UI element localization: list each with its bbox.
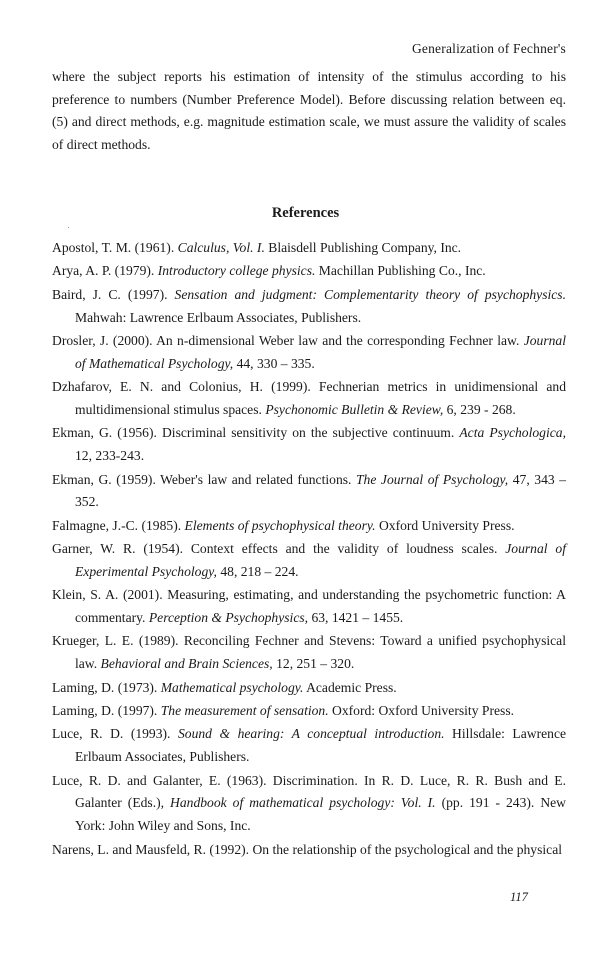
reference-text: Dzhafarov, E. N. and Colonius, H. (1999). Fechnerian metrics in unidimensional and multidimensional stimulus spaces. (52, 379, 566, 417)
reference-entry (52, 839, 566, 862)
body-paragraph: where the subject reports his estimation of intensity of the stimulus according to his preference to numbers (Number Preference Model). Before discussing relation between eq. (5) and direct methods, e.g. magnitude estimation scale, we must assure the validity of scales of direct methods. (52, 69, 566, 152)
reference-text: Krueger, L. E. (1989). Reconciling Fechner and Stevens: Toward a unified psychophysical law. (52, 633, 566, 672)
reference-entry (52, 515, 566, 538)
reference-title: Journal of Experimental Psychology, (75, 541, 566, 579)
reference-entry (52, 284, 566, 330)
reference-entry (52, 330, 566, 376)
reference-title: Acta Psychologica, (459, 425, 566, 441)
reference-entry (52, 677, 566, 700)
references-heading: References (271, 205, 340, 221)
reference-source: Machillan Publishing Co., Inc. (315, 263, 486, 279)
reference-title: Handbook of mathematical psychology: Vol. I. (170, 795, 436, 811)
reference-title: Psychonomic Bulletin & Review, (265, 401, 444, 417)
reference-title: Elements of psychophysical theory. (184, 517, 376, 533)
reference-entry (52, 584, 566, 630)
reference-entry (52, 469, 566, 515)
reference-title: Behavioral and Brain Sciences, (100, 656, 273, 672)
reference-text: Baird, J. C. (1997). (52, 286, 175, 302)
reference-text: Narens, L. and Mausfeld, R. (1992). On the relationship of the psychological and the physical (52, 841, 563, 857)
reference-entry (52, 630, 566, 676)
reference-text: Laming, D. (1997). (52, 703, 161, 719)
reference-source: 44, 330 – 335. (233, 355, 315, 371)
reference-entry (52, 700, 566, 723)
reference-source: Hillsdale: Lawrence Erlbaum Associates, Publishers. (75, 726, 567, 765)
reference-title: Perception & Psychophysics, (148, 610, 309, 626)
reference-source: 47, 343 – 352. (75, 471, 567, 510)
reference-text: Klein, S. A. (2001). Measuring, estimating, and understanding the psychometric function: A commentary. (52, 587, 566, 626)
reference-title: Introductory college physics. (157, 263, 316, 279)
page-number: 117 (510, 890, 528, 904)
reference-text: Luce, R. D. (1993). (52, 726, 178, 742)
reference-title: Sensation and judgment: Complementarity theory of psychophysics. (174, 286, 566, 302)
reference-title: Sound & hearing: A conceptual introduction. (177, 726, 445, 742)
reference-source: Blaisdell Publishing Company, Inc. (264, 240, 462, 255)
running-head: Generalization of Fechner's (411, 41, 566, 56)
reference-source: Oxford University Press. (375, 517, 515, 533)
reference-source: 12, 233-243. (75, 448, 145, 464)
references-list (52, 237, 566, 862)
reference-text: Falmagne, J.-C. (1985). (52, 517, 185, 533)
reference-text: Garner, W. R. (1954). Context effects and the validity of loudness scales. (52, 541, 506, 557)
reference-text: Arya, A. P. (1979). (52, 263, 158, 279)
reference-text: Laming, D. (1973). (52, 679, 161, 695)
reference-source: (pp. 191 - 243). New York: John Wiley and Sons, Inc. (75, 795, 566, 834)
reference-source: 48, 218 – 224. (216, 563, 299, 579)
reference-entry (52, 422, 566, 468)
reference-source: 12, 251 – 320. (272, 656, 355, 672)
reference-source: Mahwah: Lawrence Erlbaum Associates, Publishers. (75, 309, 362, 325)
reference-title: Calculus, Vol. I. (177, 240, 265, 255)
reference-source: Oxford: Oxford University Press. (328, 703, 515, 719)
reference-entry (52, 770, 566, 838)
reference-source: 6, 239 - 268. (443, 401, 516, 417)
reference-entry (52, 260, 566, 283)
reference-source: 63, 1421 – 1455. (308, 610, 404, 626)
reference-entry (52, 723, 566, 769)
reference-text: Ekman, G. (1956). Discriminal sensitivity on the subjective continuum. (52, 425, 460, 441)
reference-title: Journal of Mathematical Psychology, (75, 332, 566, 371)
reference-entry (52, 237, 566, 260)
reference-text: Drosler, J. (2000). An n-dimensional Weber law and the corresponding Fechner law. (52, 332, 524, 348)
reference-text: Apostol, T. M. (1961). (52, 240, 178, 255)
reference-entry (52, 376, 566, 422)
reference-title: The measurement of sensation. (160, 703, 329, 719)
reference-text: Luce, R. D. and Galanter, E. (1963). Discrimination. In R. D. Luce, R. R. Bush and E. Galanter (Eds.), (52, 772, 566, 811)
reference-text: Ekman, G. (1959). Weber's law and related functions. (52, 471, 356, 487)
reference-entry (52, 538, 566, 584)
reference-title: Mathematical psychology. (160, 679, 304, 695)
reference-title: The Journal of Psychology, (355, 471, 509, 487)
scan-speck (68, 227, 69, 228)
reference-source: Academic Press. (303, 679, 397, 695)
